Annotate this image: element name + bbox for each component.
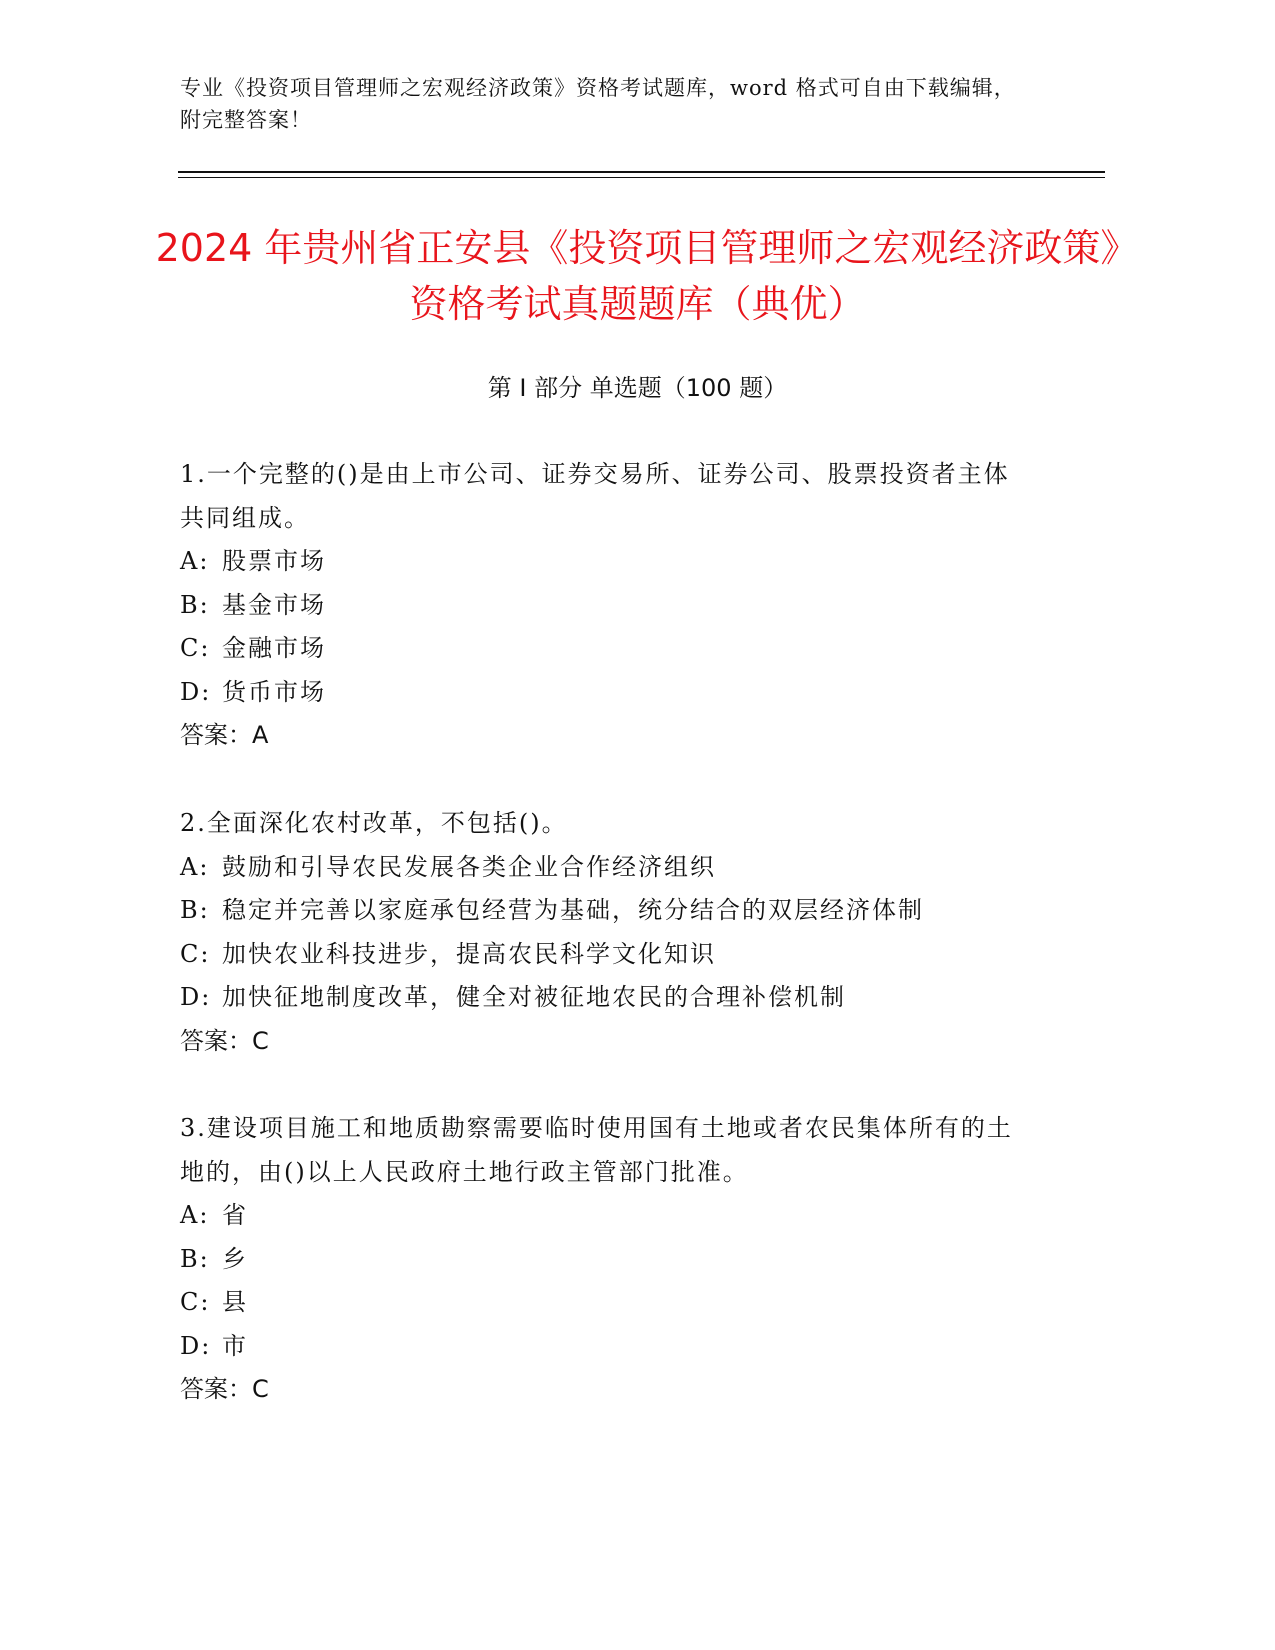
- option-a: [180, 846, 1030, 890]
- option-b: [180, 1238, 1030, 1282]
- option-text: 鼓励和引导农民发展各类企业合作经济组织: [222, 852, 716, 881]
- section-title: 第 I 部分 单选题（100 题）: [487, 374, 788, 402]
- option-text: 加快农业科技进步，提高农民科学文化知识: [222, 939, 716, 968]
- option-letter: A:: [180, 852, 210, 881]
- header-divider-thin: [178, 177, 1105, 178]
- option-letter: D:: [180, 1331, 212, 1360]
- option-letter: C:: [180, 1288, 211, 1316]
- header-note: 专业《投资项目管理师之宏观经济政策》资格考试题库，word 格式可自由下载编辑，附完整答案！: [180, 76, 1016, 132]
- option-text: 市: [222, 1331, 248, 1360]
- option-text: 金融市场: [222, 634, 326, 662]
- option-c: [180, 627, 1030, 671]
- option-b: [180, 889, 1030, 933]
- question-3: [180, 1107, 1030, 1412]
- option-d: [180, 1325, 1030, 1369]
- option-letter: B:: [180, 590, 210, 619]
- question-stem: 2.全面深化农村改革，不包括()。: [180, 809, 568, 837]
- option-text: 加快征地制度改革，健全对被征地农民的合理补偿机制: [222, 983, 846, 1011]
- option-text: 县: [222, 1288, 248, 1316]
- answer: 答案：C: [180, 1375, 269, 1403]
- question-stem: 1.一个完整的()是由上市公司、证券交易所、证券公司、股票投资者主体共同组成。: [180, 460, 1010, 532]
- option-text: 股票市场: [222, 547, 326, 575]
- question-2: [180, 802, 1030, 1063]
- option-letter: D:: [180, 677, 212, 706]
- option-letter: C:: [180, 634, 211, 662]
- option-a: [180, 1194, 1030, 1238]
- option-text: 乡: [222, 1244, 248, 1273]
- question-stem: 3.建设项目施工和地质勘察需要临时使用国有土地或者农民集体所有的土地的，由()以上人民政府土地行政主管部门批准。: [180, 1114, 1013, 1186]
- option-letter: D:: [180, 983, 212, 1011]
- option-letter: A:: [180, 547, 210, 575]
- option-a: [180, 540, 1030, 584]
- option-text: 基金市场: [222, 590, 326, 619]
- option-text: 稳定并完善以家庭承包经营为基础，统分结合的双层经济体制: [222, 896, 924, 924]
- document-title: 2024 年贵州省正安县《投资项目管理师之宏观经济政策》资格考试真题题库（典优）: [155, 226, 1120, 326]
- option-b: [180, 584, 1030, 628]
- option-c: [180, 933, 1030, 977]
- option-letter: B:: [180, 1244, 210, 1273]
- option-text: 省: [222, 1201, 248, 1229]
- option-c: [180, 1281, 1030, 1325]
- option-letter: B:: [180, 896, 210, 924]
- option-d: [180, 671, 1030, 715]
- option-letter: A:: [180, 1201, 210, 1229]
- question-1: [180, 453, 1030, 758]
- option-text: 货币市场: [222, 677, 326, 706]
- answer: 答案：C: [180, 1026, 269, 1055]
- header-divider-thick: [178, 171, 1105, 173]
- option-d: [180, 976, 1030, 1020]
- answer: 答案：A: [180, 721, 269, 749]
- option-letter: C:: [180, 939, 211, 968]
